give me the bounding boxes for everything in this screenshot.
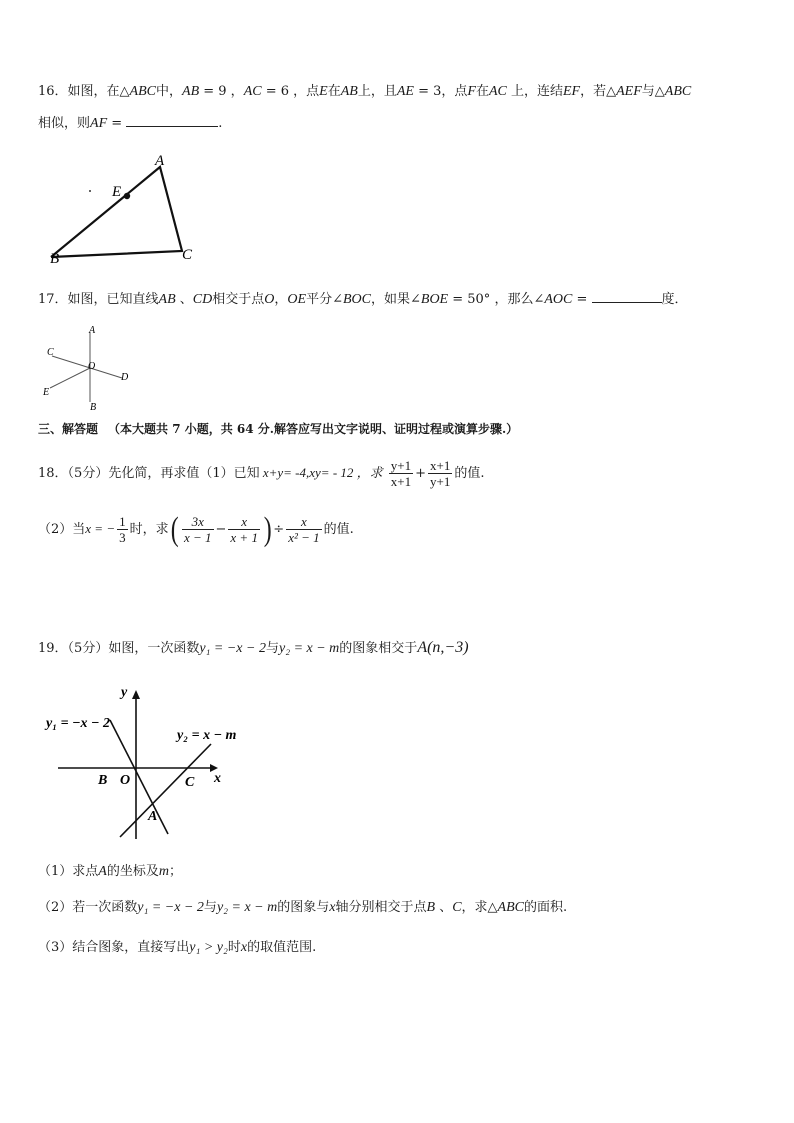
text-run: ，如果∠ <box>370 292 421 307</box>
math-var: AB <box>340 84 358 99</box>
q16-eq: = <box>107 116 127 131</box>
math-var: ABC <box>664 84 692 99</box>
label-b: B <box>98 773 108 788</box>
sub3-inequality: y₁ > y₂ <box>189 940 228 955</box>
sub2-prefix: （2）若一次函数 <box>38 900 138 915</box>
q16-line2 <box>38 114 222 134</box>
text-run: = 50° ，那么∠ <box>448 292 545 307</box>
sub3-end: 的取值范围. <box>247 940 317 955</box>
plus-sign: + <box>415 466 427 481</box>
fraction-3x <box>182 514 214 545</box>
math-var: BOE <box>420 292 449 307</box>
sub2-b: B <box>426 900 436 915</box>
label-c: C <box>185 775 195 790</box>
sub1-point-a: A <box>98 864 107 879</box>
q18-part2 <box>38 510 354 548</box>
sub2-end: 的面积. <box>524 900 568 915</box>
sub3-mid: 时 <box>227 940 241 955</box>
frac-num: x <box>228 514 260 530</box>
minus-sign: − <box>215 522 227 537</box>
math-var: AOC <box>544 292 573 307</box>
q16-end: . <box>218 116 223 131</box>
fraction-x <box>117 514 128 545</box>
frac-num: 1 <box>119 514 126 529</box>
math-var: O <box>264 292 275 307</box>
text-run: 与△ <box>641 84 665 99</box>
q19-line <box>38 638 469 659</box>
math-var: AB <box>182 84 200 99</box>
text-run: 中， <box>156 84 183 99</box>
frac-den: 3 <box>119 530 126 545</box>
sub2-with: 与 <box>203 900 217 915</box>
label-a: A <box>89 325 96 336</box>
sub2-abc: ABC <box>497 900 524 915</box>
q19-prefix: 19．（5分）如图，一次函数 <box>38 641 200 656</box>
label-a: A <box>155 153 165 169</box>
label-c: C <box>182 247 193 263</box>
frac-num: x+1 <box>430 458 451 473</box>
text-run: 16．如图，在 <box>38 84 120 99</box>
q17-end: 度． <box>661 292 688 307</box>
frac-den: y+1 <box>430 474 451 489</box>
label-y2: y₂ = x − m <box>177 728 237 743</box>
ray-oe <box>50 368 90 388</box>
q18-prefix: 18．（5分）先化简，再求值（1）已知 <box>38 466 260 481</box>
answer-blank-q16[interactable] <box>126 114 218 127</box>
text-run: △ <box>119 84 130 99</box>
left-paren: ( <box>170 510 179 548</box>
sub2-x: x <box>329 900 336 915</box>
label-c: C <box>47 347 54 358</box>
math-var: ABC <box>129 84 156 99</box>
sub1-mid: 的坐标及 <box>106 864 159 879</box>
math-var: BOC <box>342 292 371 307</box>
math-var: AEF <box>616 84 642 99</box>
fraction-x-over <box>228 514 260 545</box>
stray-dot <box>89 190 91 192</box>
triangle-abc <box>51 167 182 257</box>
math-var: AB <box>158 292 176 307</box>
sub3-x: x <box>240 940 248 955</box>
text-run: = 6 ，点 <box>261 84 320 99</box>
text-run: 在 <box>475 84 489 99</box>
q19-sub2 <box>38 898 567 918</box>
linear-functions-graph <box>40 684 260 844</box>
point-e-dot <box>124 193 130 199</box>
divide-sign: ÷ <box>273 522 285 537</box>
q18-part2-prefix: （2）当 <box>38 522 86 537</box>
sub2-mid3: ，求△ <box>461 900 498 915</box>
label-a: A <box>148 809 158 824</box>
q19-y1: y₁ = −x − 2 <box>199 641 266 656</box>
math-var: CD <box>192 292 213 307</box>
q18-part2-mid: 时，求 <box>129 522 169 537</box>
sub2-mid2: 轴分别相交于点 <box>335 900 427 915</box>
fraction-divisor <box>286 514 321 545</box>
frac-num: y+1 <box>390 458 412 473</box>
frac-den: x + 1 <box>230 530 258 545</box>
q18-condition: x+y= -4,xy= - 12 ，求 <box>259 465 383 480</box>
section-title: 三、解答题 <box>38 422 99 436</box>
line-y2 <box>120 744 211 837</box>
sub1-prefix: （1）求点 <box>38 864 99 879</box>
q16-line1 <box>38 82 691 102</box>
math-var: AC <box>488 84 507 99</box>
q18-part2-end: 的值. <box>323 522 354 537</box>
text-run: ，若△ <box>580 84 617 99</box>
text-run: 、 <box>175 292 193 307</box>
intersecting-lines-figure <box>38 322 138 414</box>
math-var: AE <box>396 84 414 99</box>
q19-sub1 <box>38 862 182 882</box>
sub1-end: ； <box>168 864 182 879</box>
right-paren: ) <box>263 510 272 548</box>
text-run: ， <box>274 292 288 307</box>
q19-with: 与 <box>265 641 279 656</box>
section-heading <box>38 419 518 439</box>
x-value: x = − <box>85 521 116 536</box>
sub2-comma: 、 <box>435 900 453 915</box>
math-var: OE <box>287 292 307 307</box>
math-var: E <box>319 84 328 99</box>
label-b: B <box>50 251 60 266</box>
math-var: F <box>467 84 476 99</box>
sub2-y1: y₁ = −x − 2 <box>137 900 204 915</box>
sub2-c: C <box>452 900 462 915</box>
label-x-axis: x <box>214 771 221 786</box>
q16-text: 相似，则 <box>38 116 91 131</box>
text-run: = <box>572 292 592 307</box>
fraction-2 <box>428 458 452 489</box>
math-var: AC <box>243 84 262 99</box>
label-o: O <box>88 361 96 372</box>
q19-mid: 的图象相交于 <box>339 641 418 656</box>
text-run: 平分∠ <box>306 292 343 307</box>
q17-text <box>38 292 592 307</box>
triangle-figure <box>40 148 210 266</box>
q19-point: A(n,−3) <box>417 639 469 656</box>
sub1-m: m <box>158 864 169 879</box>
sub2-y2: y₂ = x − m <box>216 900 278 915</box>
math-var: EF <box>563 84 581 99</box>
q17-line <box>38 290 688 310</box>
q16-var-af: AF <box>90 116 108 131</box>
label-y1: y₁ = −x − 2 <box>46 716 111 731</box>
text-run: = 3，点 <box>413 84 468 99</box>
q18-part1 <box>38 458 485 489</box>
y-axis-arrow <box>132 690 140 699</box>
q18-end: 的值. <box>454 466 485 481</box>
q19-y2: y₂ = x − m <box>278 641 340 656</box>
text-run: 在 <box>327 84 341 99</box>
frac-den: x² − 1 <box>288 530 320 545</box>
text-run: 上，连结 <box>506 84 563 99</box>
sub3-prefix: （3）结合图象，直接写出 <box>38 940 190 955</box>
q19-sub3 <box>38 938 316 958</box>
answer-blank-q17[interactable] <box>592 290 662 303</box>
frac-den: x+1 <box>390 474 412 489</box>
text-run: 相交于点 <box>212 292 265 307</box>
label-e: E <box>112 184 122 200</box>
frac-den: x − 1 <box>183 530 212 545</box>
sub2-mid: 的图象与 <box>277 900 330 915</box>
line-cd <box>52 356 122 378</box>
section-note: （本大题共 7 小题，共 64 分.解答应写出文字说明、证明过程或演算步骤.） <box>108 422 519 436</box>
label-e: E <box>43 387 50 398</box>
text-run: 17．如图，已知直线 <box>38 292 159 307</box>
label-d: D <box>121 372 129 383</box>
text-run: = 9 ， <box>199 84 244 99</box>
frac-num: x <box>286 514 321 530</box>
label-o: O <box>120 773 131 788</box>
label-y-axis: y <box>121 685 128 700</box>
fraction-1 <box>389 458 413 489</box>
label-b: B <box>90 402 97 413</box>
frac-num: 3x <box>182 514 214 530</box>
text-run: 上，且 <box>357 84 397 99</box>
